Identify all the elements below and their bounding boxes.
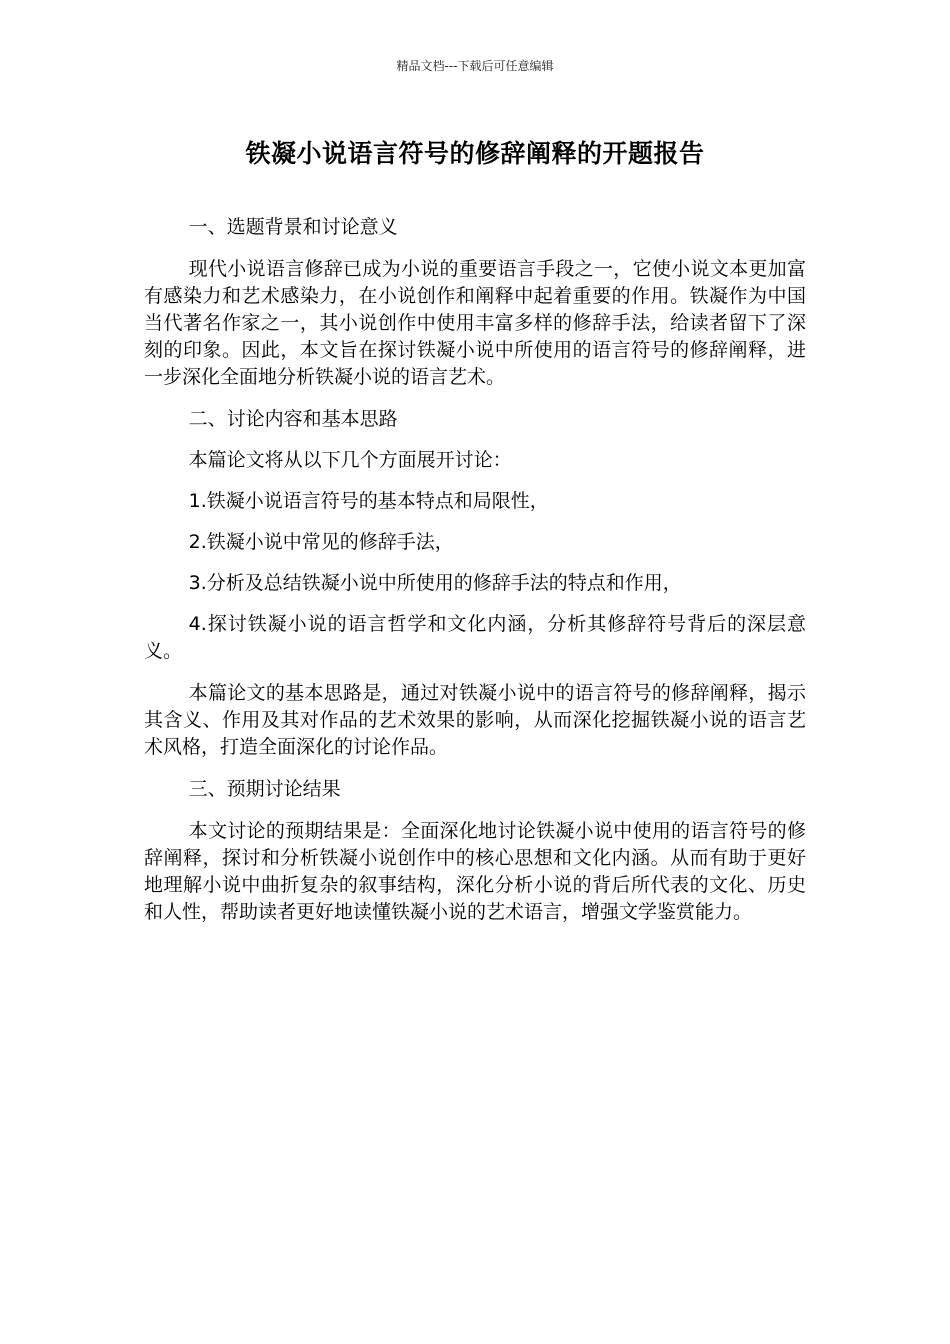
list-item-2: 2.铁凝小说中常见的修辞手法， [188,531,454,553]
list-item-3: 3.分析及总结铁凝小说中所使用的修辞手法的特点和作用， [188,572,682,594]
section-heading-3: 三、预期讨论结果 [188,778,341,800]
paragraph-background: 现代小说语言修辞已成为小说的重要语言手段之一，它使小说文本更加富有感染力和艺术感染力，在小说创作和阐释中起着重要的作用。铁凝作为中国当代著名作家之一，其小说创作中使用丰富多样的修辞手法，给读者留下了深刻的印象。因此，本文旨在探讨铁凝小说中所使用的语言符号的修辞阐释，进一步深化全面地分析铁凝小说的语言艺术。 [144,258,806,388]
list-item-1: 1.铁凝小说语言符号的基本特点和局限性， [188,490,549,512]
paragraph-expected-results: 本文讨论的预期结果是：全面深化地讨论铁凝小说中使用的语言符号的修辞阐释，探讨和分析铁凝小说创作中的核心思想和文化内涵。从而有助于更好地理解小说中曲折复杂的叙事结构，深化分析小说的背后所代表的文化、历史和人性，帮助读者更好地读懂铁凝小说的艺术语言，增强文学鉴赏能力。 [144,820,806,923]
document-body [144,214,806,926]
paragraph-intro: 本篇论文将从以下几个方面展开讨论： [188,449,512,471]
document-title: 铁凝小说语言符号的修辞阐释的开题报告 [245,139,705,168]
paragraph-approach: 本篇论文的基本思路是，通过对铁凝小说中的语言符号的修辞阐释，揭示其含义、作用及其对作品的艺术效果的影响，从而深化挖掘铁凝小说的语言艺术风格，打造全面深化的讨论作品。 [144,682,806,758]
header-note: 精品文档---下载后可任意编辑 [396,59,554,73]
list-item-4: 4.探讨铁凝小说的语言哲学和文化内涵，分析其修辞符号背后的深层意义。 [144,613,806,662]
section-heading-2: 二、讨论内容和基本思路 [188,408,398,430]
section-heading-1: 一、选题背景和讨论意义 [188,216,398,238]
